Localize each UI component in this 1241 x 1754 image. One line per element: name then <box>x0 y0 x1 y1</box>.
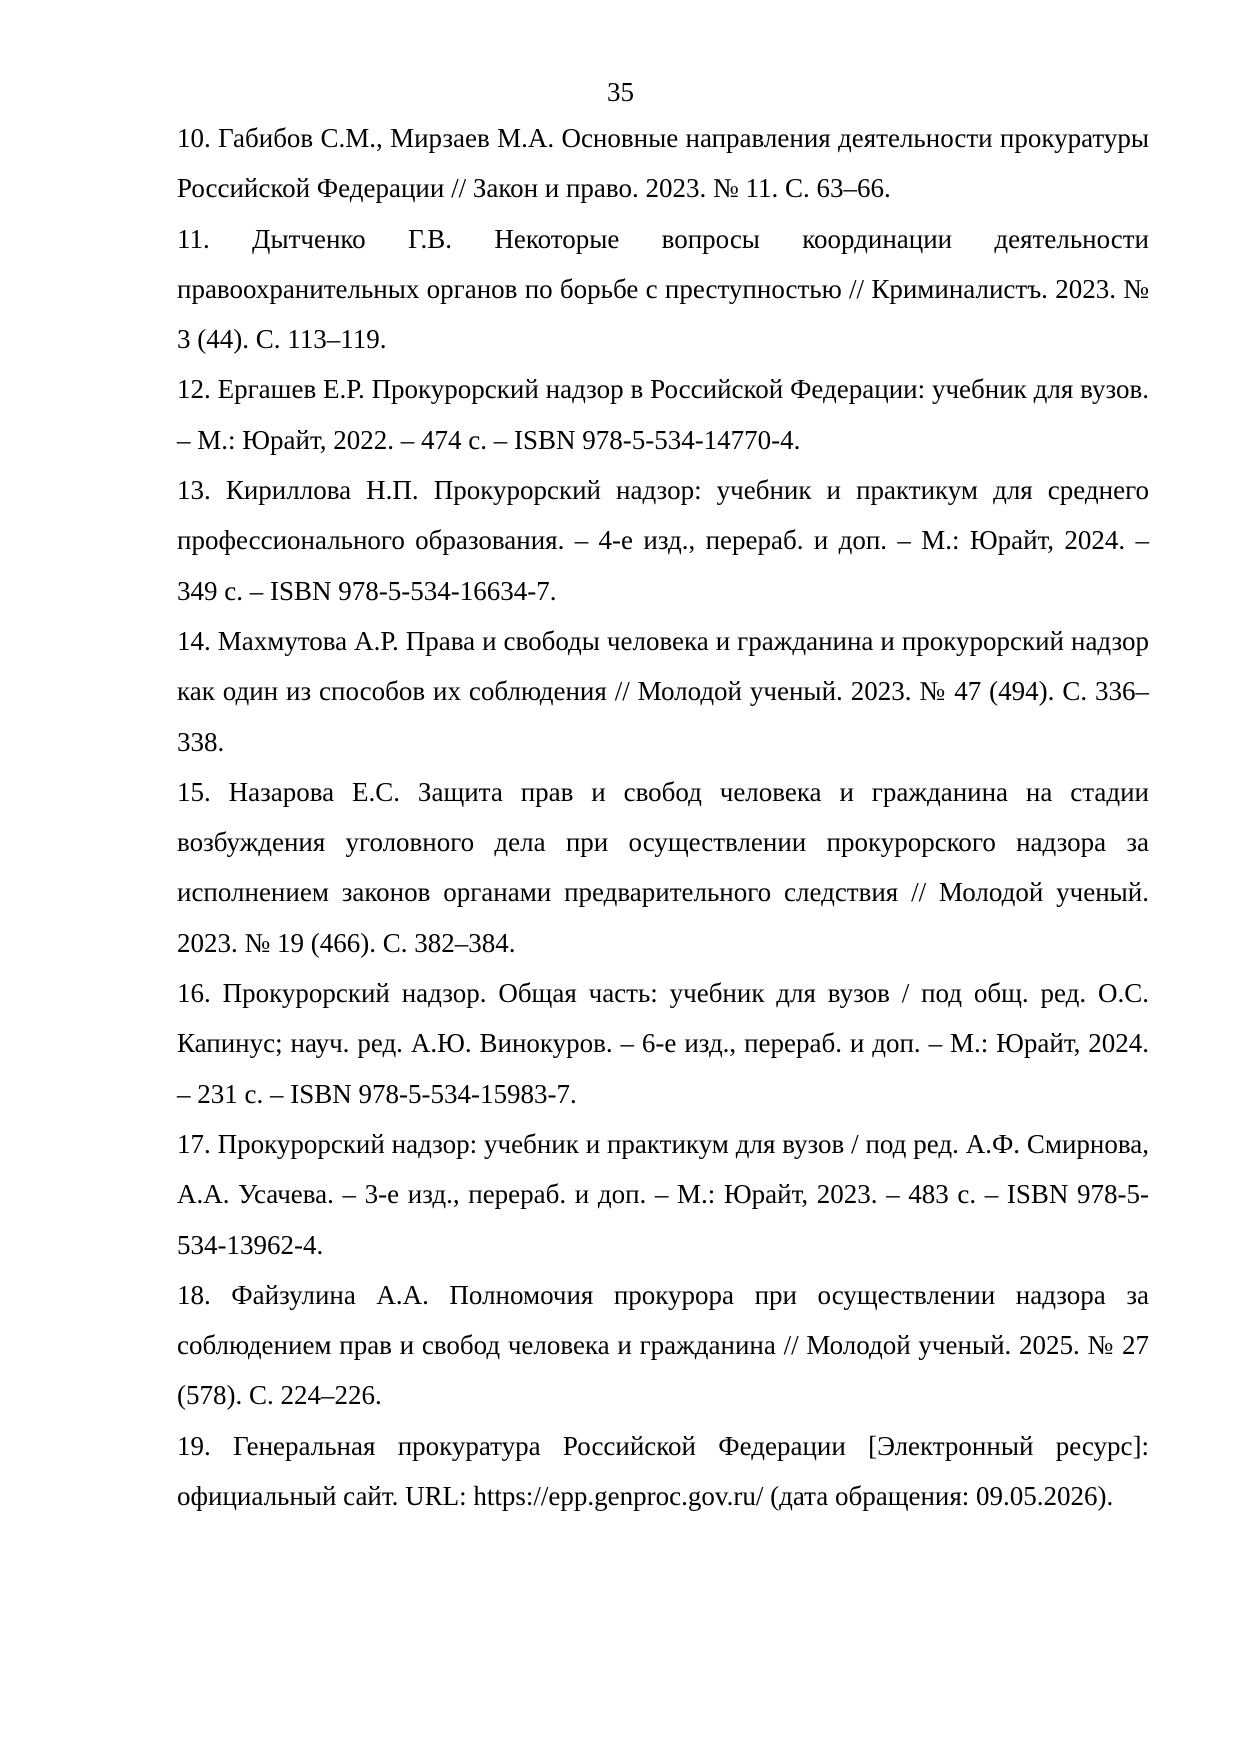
reference-item-18: 18. Файзулина А.А. Полномочия прокурора при осуществлении надзора за соблюдением прав и свобод человека и гражданина // Молодой ученый. 2025. № 27 (578). С. 224–226. <box>177 1279 1149 1411</box>
reference-item-13: 13. Кириллова Н.П. Прокурорский надзор: учебник и практикум для среднего профессионального образования. – 4-е изд., перераб. и доп. – М.: Юрайт, 2024. – 349 с. – ISBN 978-5-534-16634-7. <box>177 475 1149 606</box>
reference-item-14: 14. Махмутова А.Р. Права и свободы человека и гражданина и прокурорский надзор как один из способов их соблюдения // Молодой ученый. 2023. № 47 (494). С. 336–338. <box>177 625 1149 757</box>
page-number: 35 <box>607 77 634 107</box>
reference-list <box>177 113 1149 1521</box>
reference-item-19: 19. Генеральная прокуратура Российской Федерации [Электронный ресурс]: официальный сайт. URL: https://epp.genproc.gov.ru/ (дата обращения: 09.05.2026). <box>177 1430 1149 1512</box>
reference-item-10: 10. Габибов С.М., Мирзаев М.А. Основные направления деятельности прокуратуры Российской Федерации // Закон и право. 2023. № 11. С. 63–66. <box>177 123 1149 204</box>
reference-item-11: 11. Дытченко Г.В. Некоторые вопросы координации деятельности правоохранительных органов по борьбе с преступностью // Криминалистъ. 2023. № 3 (44). С. 113–119. <box>177 223 1149 355</box>
reference-item-17: 17. Прокурорский надзор: учебник и практикум для вузов / под ред. А.Ф. Смирнова, А.А. Усачева. – 3-е изд., перераб. и доп. – М.: Юрайт, 2023. – 483 с. – ISBN 978-5-534-13962-4. <box>177 1128 1149 1260</box>
reference-item-16: 16. Прокурорский надзор. Общая часть: учебник для вузов / под общ. ред. О.С. Капинус; науч. ред. А.Ю. Винокуров. – 6-е изд., перераб. и доп. – М.: Юрайт, 2024. – 231 с. – ISBN 978-5-534-15983-7. <box>177 978 1149 1109</box>
reference-item-15: 15. Назарова Е.С. Защита прав и свобод человека и гражданина на стадии возбуждения уголовного дела при осуществлении прокурорского надзора за исполнением законов органами предварительного следствия // Молодой ученый. 2023. № 19 (466). С. 382–384. <box>177 776 1149 958</box>
reference-item-12: 12. Ергашев Е.Р. Прокурорский надзор в Российской Федерации: учебник для вузов. – М.: Юрайт, 2022. – 474 с. – ISBN 978-5-534-14770-4. <box>177 374 1149 455</box>
